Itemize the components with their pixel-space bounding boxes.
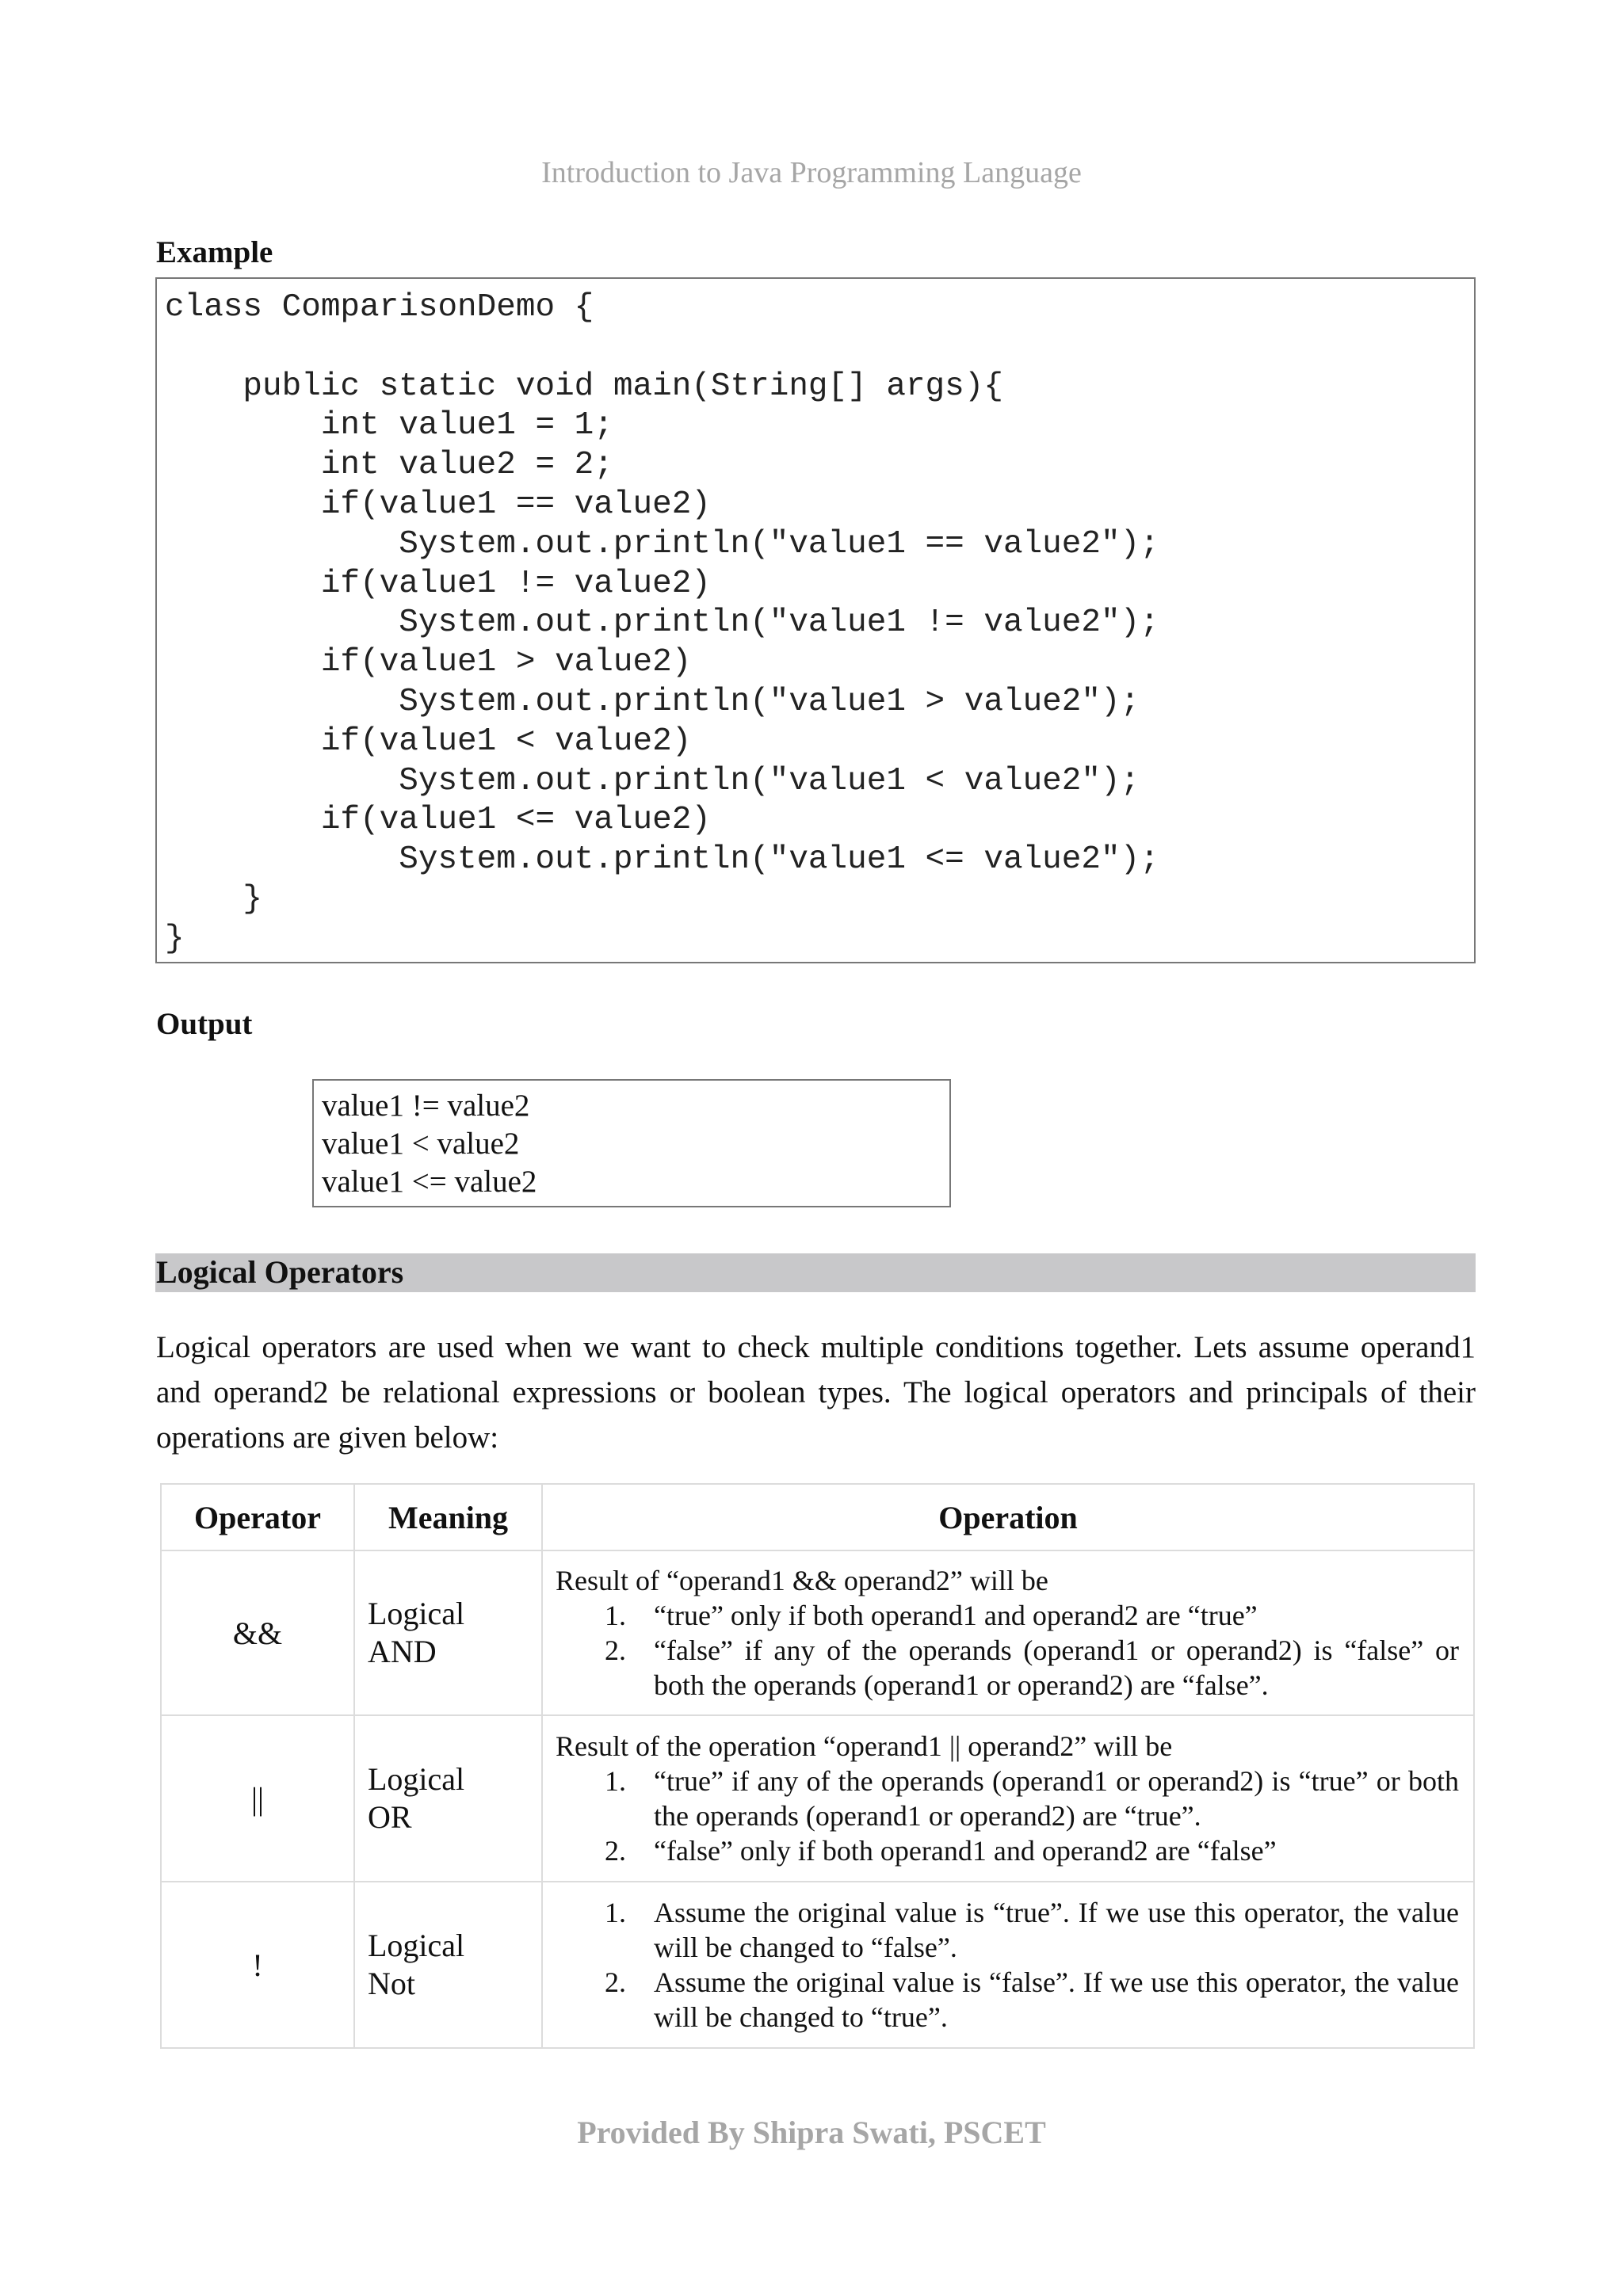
meaning-line: Not: [368, 1966, 415, 2001]
list-item: [556, 1965, 1459, 2035]
table-row: [161, 1550, 1474, 1715]
operator-cell: &&: [161, 1550, 354, 1715]
meaning-cell: [354, 1715, 542, 1882]
list-number: 2.: [605, 1966, 626, 1998]
list-item: [556, 1764, 1459, 1833]
output-line: value1 <= value2: [322, 1165, 537, 1199]
list-number: 1.: [605, 1897, 626, 1928]
page-header: Introduction to Java Programming Language: [541, 156, 1082, 189]
operation-cell: [542, 1882, 1474, 2048]
list-text: “false” only if both operand1 and operand2 are “false”: [654, 1835, 1277, 1867]
list-text: “false” if any of the operands (operand1 or operand2) is “false” or both the operands (operand1 or operand2) are “false”.: [654, 1634, 1459, 1701]
list-number: 2.: [605, 1835, 626, 1867]
list-text: Assume the original value is “false”. If we use this operator, the value will be changed to “true”.: [654, 1966, 1459, 2033]
header-operation: Operation: [542, 1484, 1474, 1550]
section-heading-bar: [155, 1253, 1476, 1292]
operation-list: [556, 1895, 1459, 2035]
operation-cell: [542, 1550, 1474, 1715]
list-text: “true” if any of the operands (operand1 or operand2) is “true” or both the operands (operand1 or operand2) are “true”.: [654, 1765, 1459, 1832]
operation-cell: [542, 1715, 1474, 1882]
list-item: [556, 1895, 1459, 1965]
list-number: 1.: [605, 1600, 626, 1631]
table-row: [161, 1715, 1474, 1882]
table-row: [161, 1882, 1474, 2048]
page-footer: Provided By Shipra Swati, PSCET: [577, 2115, 1046, 2150]
meaning-line: Logical: [368, 1761, 465, 1797]
meaning-line: Logical: [368, 1596, 465, 1631]
header-meaning: Meaning: [354, 1484, 542, 1550]
meaning-line: AND: [368, 1634, 437, 1669]
list-number: 2.: [605, 1634, 626, 1666]
code-block: [155, 277, 1476, 963]
logical-operators-table: [160, 1483, 1475, 2049]
operation-lead: Result of the operation “operand1 || operand2” will be: [556, 1730, 1173, 1762]
operation-list: [556, 1598, 1459, 1703]
meaning-cell: [354, 1550, 542, 1715]
list-text: Assume the original value is “true”. If we use this operator, the value will be changed to “false”.: [654, 1897, 1459, 1963]
list-text: “true” only if both operand1 and operand2 are “true”: [654, 1600, 1258, 1631]
list-number: 1.: [605, 1765, 626, 1797]
operation-lead: Result of “operand1 && operand2” will be: [556, 1565, 1048, 1596]
example-heading: Example: [156, 235, 273, 269]
table-header-row: [161, 1484, 1474, 1550]
output-line: value1 < value2: [322, 1127, 520, 1161]
operator-cell: ||: [161, 1715, 354, 1882]
code-text: class ComparisonDemo { public static void main(String[] args){ int value1 = 1; int value2 = 2; if(value1 == value2) System.out.println("value1 == value2"); if(value1 != value2) System.out.println("value1 != value2"); if(value1 > value2) System.out.println("value1 > value2"); if(value1 < value2) System.out.println("value1 < value2"); if(value1 <= value2) System.out.println("value1 <= value2"); } }: [165, 289, 1159, 957]
meaning-line: OR: [368, 1799, 412, 1835]
list-item: [556, 1833, 1459, 1868]
meaning-cell: [354, 1882, 542, 2048]
output-heading: Output: [156, 1007, 253, 1041]
operator-cell: !: [161, 1882, 354, 2048]
list-item: [556, 1633, 1459, 1703]
output-box: [312, 1079, 951, 1207]
output-line: value1 != value2: [322, 1089, 530, 1123]
intro-paragraph: Logical operators are used when we want to check multiple conditions together. Lets assume operand1 and operand2 be relational expressions or boolean types. The logical operators and principals of their operations are given below:: [156, 1330, 1476, 1455]
operation-list: [556, 1764, 1459, 1868]
section-title: Logical Operators: [156, 1254, 404, 1290]
meaning-line: Logical: [368, 1928, 465, 1963]
list-item: [556, 1598, 1459, 1633]
header-operator: Operator: [161, 1484, 354, 1550]
